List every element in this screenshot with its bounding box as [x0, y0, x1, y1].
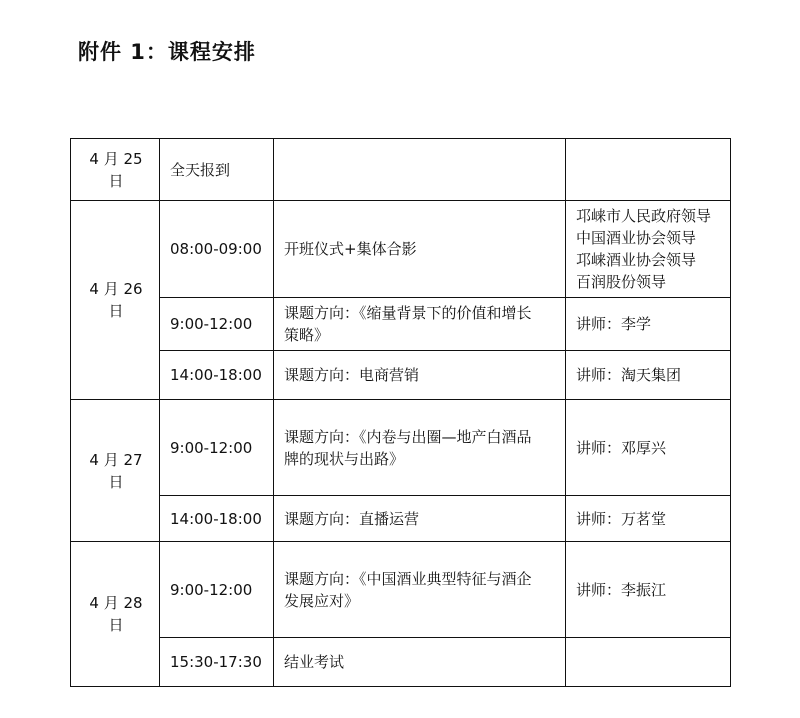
lecturer-cell: 讲师：李振江	[566, 542, 731, 638]
table-row	[71, 298, 731, 351]
date-cell: 4 月 26 日	[71, 201, 160, 400]
page-title: 附件 1：课程安排	[78, 40, 256, 64]
lecturer-cell	[566, 201, 731, 298]
topic-cell	[274, 139, 566, 201]
topic-line: 策略》	[284, 326, 330, 344]
time-cell: 14:00-18:00	[160, 351, 274, 400]
schedule-table	[70, 138, 731, 687]
topic-cell: 课题方向：电商营销	[274, 351, 566, 400]
topic-cell: 课题方向：直播运营	[274, 496, 566, 542]
table-row	[71, 201, 731, 298]
lecturer-cell: 讲师：淘天集团	[566, 351, 731, 400]
topic-line: 课题方向：《缩量背景下的价值和增长	[284, 304, 532, 322]
date-cell: 4 月 25 日	[71, 139, 160, 201]
table-row	[71, 351, 731, 400]
time-cell: 9:00-12:00	[160, 298, 274, 351]
topic-cell: 开班仪式+集体合影	[274, 201, 566, 298]
topic-cell	[274, 542, 566, 638]
leader-line: 中国酒业协会领导	[576, 229, 697, 247]
lecturer-cell	[566, 139, 731, 201]
table-row	[71, 542, 731, 638]
leader-line: 百润股份领导	[576, 273, 667, 291]
leader-line: 邛崃市人民政府领导	[576, 207, 712, 225]
lecturer-cell	[566, 638, 731, 687]
topic-line: 课题方向：《内卷与出圈—地产白酒品	[284, 427, 532, 446]
time-cell: 15:30-17:30	[160, 638, 274, 687]
date-cell: 4 月 28 日	[71, 542, 160, 687]
table-row	[71, 496, 731, 542]
table-row	[71, 400, 731, 496]
time-cell: 08:00-09:00	[160, 201, 274, 298]
time-cell: 9:00-12:00	[160, 542, 274, 638]
topic-cell: 结业考试	[274, 638, 566, 687]
topic-cell	[274, 298, 566, 351]
topic-line: 课题方向：《中国酒业典型特征与酒企	[284, 569, 532, 588]
topic-line: 牌的现状与出路》	[284, 449, 405, 468]
table-row	[71, 139, 731, 201]
time-cell: 14:00-18:00	[160, 496, 274, 542]
lecturer-cell: 讲师：李学	[566, 298, 731, 351]
leader-line: 邛崃酒业协会领导	[576, 251, 697, 269]
lecturer-cell: 讲师：邓厚兴	[566, 400, 731, 496]
lecturer-cell: 讲师：万茗堂	[566, 496, 731, 542]
time-cell: 9:00-12:00	[160, 400, 274, 496]
date-cell: 4 月 27 日	[71, 400, 160, 542]
time-cell: 全天报到	[160, 139, 274, 201]
topic-cell	[274, 400, 566, 496]
topic-line: 发展应对》	[284, 591, 360, 610]
table-row	[71, 638, 731, 687]
